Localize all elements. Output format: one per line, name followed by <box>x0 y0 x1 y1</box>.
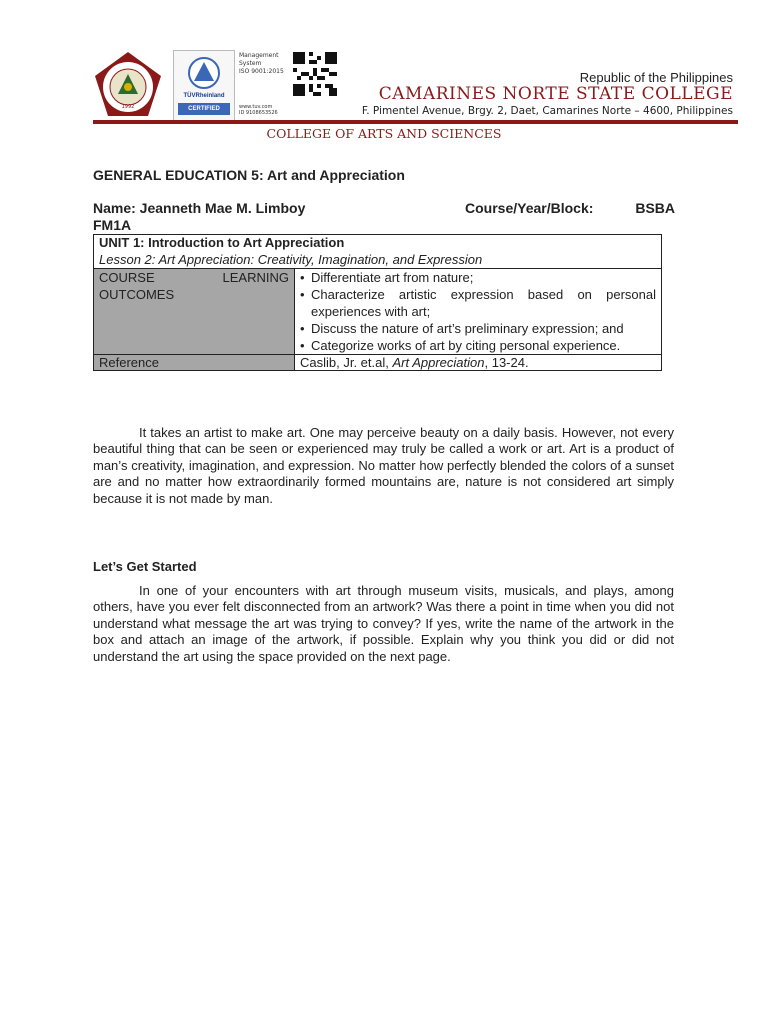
tuv-name: TÜVRheinland <box>183 93 225 99</box>
clo-list-cell <box>295 269 662 355</box>
seal-year: 1992 <box>121 104 135 110</box>
lesson-table <box>93 234 662 371</box>
list-item: • Characterize artistic expression based on personal experiences with art; <box>300 286 656 320</box>
clo-label-word: COURSE <box>99 270 155 285</box>
learning-outcomes-list <box>300 269 656 354</box>
list-item: • Differentiate art from nature; <box>300 269 656 286</box>
unit-title: UNIT 1: Introduction to Art Appreciation <box>99 235 345 250</box>
lesson-title: Lesson 2: Art Appreciation: Creativity, Imagination, and Expression <box>99 252 483 267</box>
tuv-badge <box>173 50 235 122</box>
list-item: • Discuss the nature of art’s preliminary expression; and <box>300 320 656 337</box>
cert-web: www.tuv.com ID 9108653526 <box>239 104 278 116</box>
activity-paragraph: In one of your encounters with art through museum visits, musicals, and plays, among others, have you ever felt disconnected from an artwork? Was there a point in time when you did not understand what message the art was trying to convey? If yes, write the name of the artwork in the box and attach an image of the artwork, if possible. Explain why you think you did or did not understand the art using the space provided on the next page. <box>93 583 674 664</box>
college-seal-logo <box>93 50 163 120</box>
student-name: Name: Jeanneth Mae M. Limboy <box>93 200 306 216</box>
list-item: • Categorize works of art by citing personal experience. <box>300 337 656 354</box>
clo-label-word: OUTCOMES <box>99 287 175 302</box>
clo-label-cell <box>94 269 295 355</box>
section-heading: Let’s Get Started <box>93 559 197 574</box>
course-value: BSBA <box>635 200 675 216</box>
department-title: COLLEGE OF ARTS AND SCIENCES <box>266 126 502 141</box>
cert-lines: Management System ISO 9001:2015 <box>239 52 284 75</box>
block-value: FM1A <box>93 217 132 233</box>
reference-value: Caslib, Jr. et.al, Art Appreciation, 13-24. <box>295 355 662 371</box>
iso-certification-badge <box>173 50 339 120</box>
clo-label-word: LEARNING <box>222 270 289 285</box>
header-divider <box>93 120 738 124</box>
college-address: F. Pimentel Avenue, Brgy. 2, Daet, Camarines Norte – 4600, Philippines <box>361 105 733 117</box>
certified-label: CERTIFIED <box>178 103 230 115</box>
reference-label: Reference <box>94 355 295 371</box>
course-label: Course/Year/Block: <box>465 200 594 216</box>
subject-title: GENERAL EDUCATION 5: Art and Appreciation <box>93 167 405 183</box>
republic-label: Republic of the Philippines <box>579 70 733 85</box>
intro-paragraph: It takes an artist to make art. One may perceive beauty on a daily basis. However, not every beautiful thing that can be seen or experienced may truly be called a work or art. Art is a product of man’s creativity, imagination, and expression. No matter how perfectly blended the colors of a sunset are and no matter how extraordinarily formed mountains are, nature is not considered art simply because it is not made by man. <box>93 425 674 506</box>
student-info-line <box>93 200 675 216</box>
unit-header-cell <box>94 235 662 269</box>
qr-code-icon <box>293 52 337 96</box>
college-name: CAMARINES NORTE STATE COLLEGE <box>378 84 733 104</box>
tuv-logo-icon <box>178 55 230 91</box>
